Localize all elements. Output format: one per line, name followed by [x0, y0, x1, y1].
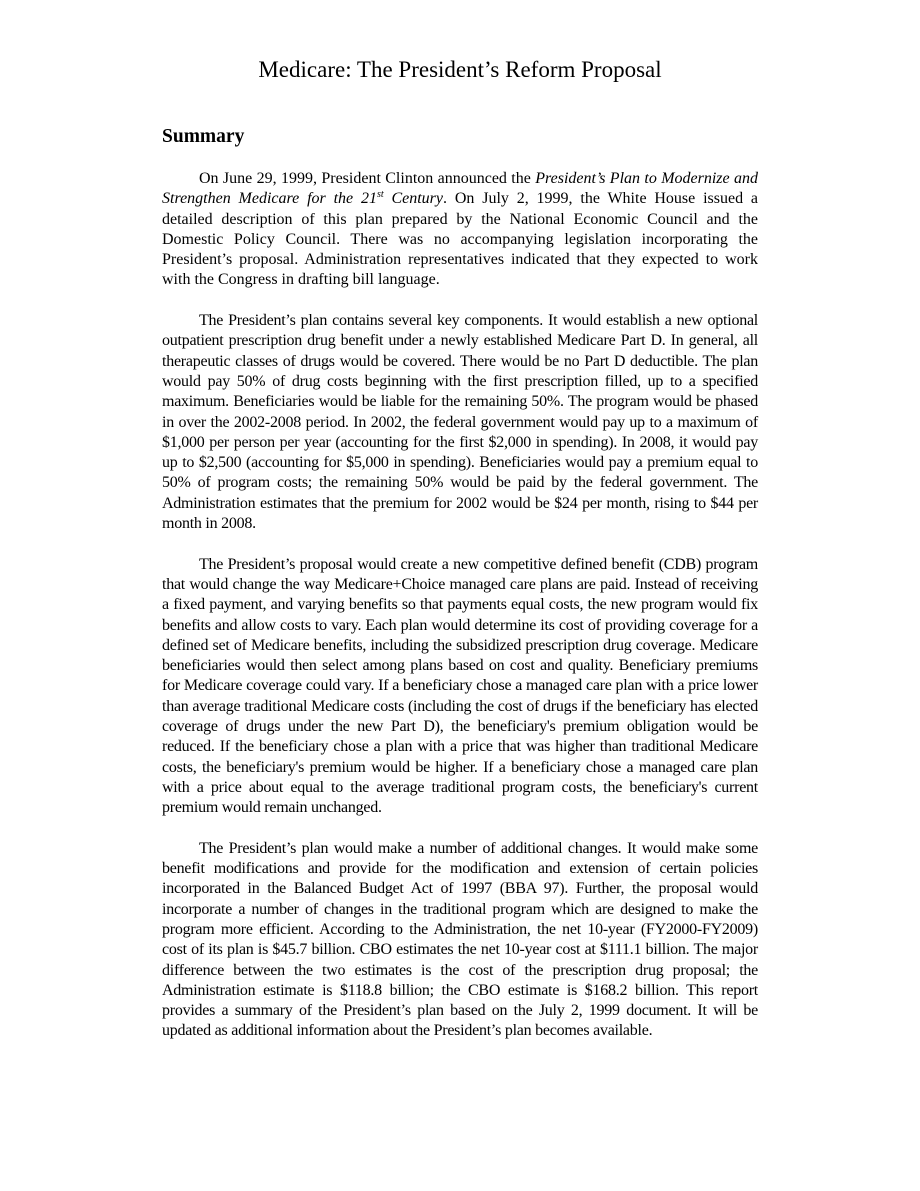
paragraph-competitive-defined-benefit: The President’s proposal would create a new competitive defined benefit (CDB) program that would change the way Medicare+Choice managed care plans are paid. Instead of receiving a fixed payment, and varying benefits so that payments equal costs, the new program would fix benefits and allow costs to vary. Each plan would determine its cost of providing coverage for a defined set of Medicare benefits, including the subsidized prescription drug coverage. Medicare beneficiaries would then select among plans based on cost and quality. Beneficiary premiums for Medicare coverage could vary. If a beneficiary chose a managed care plan with a price lower than average traditional Medicare costs (including the cost of drugs if the beneficiary has elected coverage of drugs under the new Part D), the beneficiary's premium obligation would be reduced. If the beneficiary chose a plan with a price that was higher than traditional Medicare costs, the beneficiary's premium would be higher. If a beneficiary chose a managed care plan with a price about equal to the average traditional program costs, the beneficiary's current premium would remain unchanged. [162, 555, 758, 817]
ordinal-superscript: st [376, 189, 384, 201]
plan-title-part-a: President’s Plan to Modernize and Strengthen Medicare for the 21 [162, 170, 758, 208]
paragraph-key-components: The President’s plan contains several key components. It would establish a new optional outpatient prescription drug benefit under a newly established Medicare Part D. In general, all therapeutic classes of drugs would be covered. There would be no Part D deductible. The plan would pay 50% of drug costs beginning with the first prescription filled, up to a specified maximum. Beneficiaries would be liable for the remaining 50%. The program would be phased in over the 2002-2008 period. In 2002, the federal government would pay up to a maximum of $1,000 per person per year (accounting for the first $2,000 in spending). In 2008, it would pay up to $2,500 (accounting for $5,000 in spending). Beneficiaries would pay a premium equal to 50% of program costs; the remaining 50% would be paid by the federal government. The Administration estimates that the premium for 2002 would be $24 per month, rising to $44 per month in 2008. [162, 312, 758, 533]
document-title: Medicare: The President’s Reform Proposal [258, 57, 662, 82]
summary-body [162, 169, 758, 1042]
section-heading-summary: Summary [162, 126, 245, 147]
paragraph-announcement-lead: On June 29, 1999, President Clinton announced the [199, 170, 536, 187]
plan-title-part-b: Century [383, 190, 444, 208]
paragraph-additional-changes: The President’s plan would make a number of additional changes. It would make some benefit modifications and provide for the modification and extension of certain policies incorporated in the Balanced Budget Act of 1997 (BBA 97). Further, the proposal would incorporate a number of changes in the traditional program which are designed to make the program more efficient. According to the Administration, the net 10-year (FY2000-FY2009) cost of its plan is $45.7 billion. CBO estimates the net 10-year cost at $111.1 billion. The major difference between the two estimates is the cost of the prescription drug proposal; the Administration estimate is $118.8 billion; the CBO estimate is $168.2 billion. This report provides a summary of the President’s plan based on the July 2, 1999 document. It will be updated as additional information about the President’s plan becomes available. [162, 839, 758, 1040]
paragraph-announcement [162, 169, 758, 291]
paragraph-announcement-rest: . On July 2, 1999, the White House issued a detailed description of this plan prepared by the National Economic Council and the Domestic Policy Council. There was no accompanying legislation incorporating the President’s proposal. Administration representatives indicated that they expected to work with the Congress in drafting bill language. [162, 190, 759, 289]
